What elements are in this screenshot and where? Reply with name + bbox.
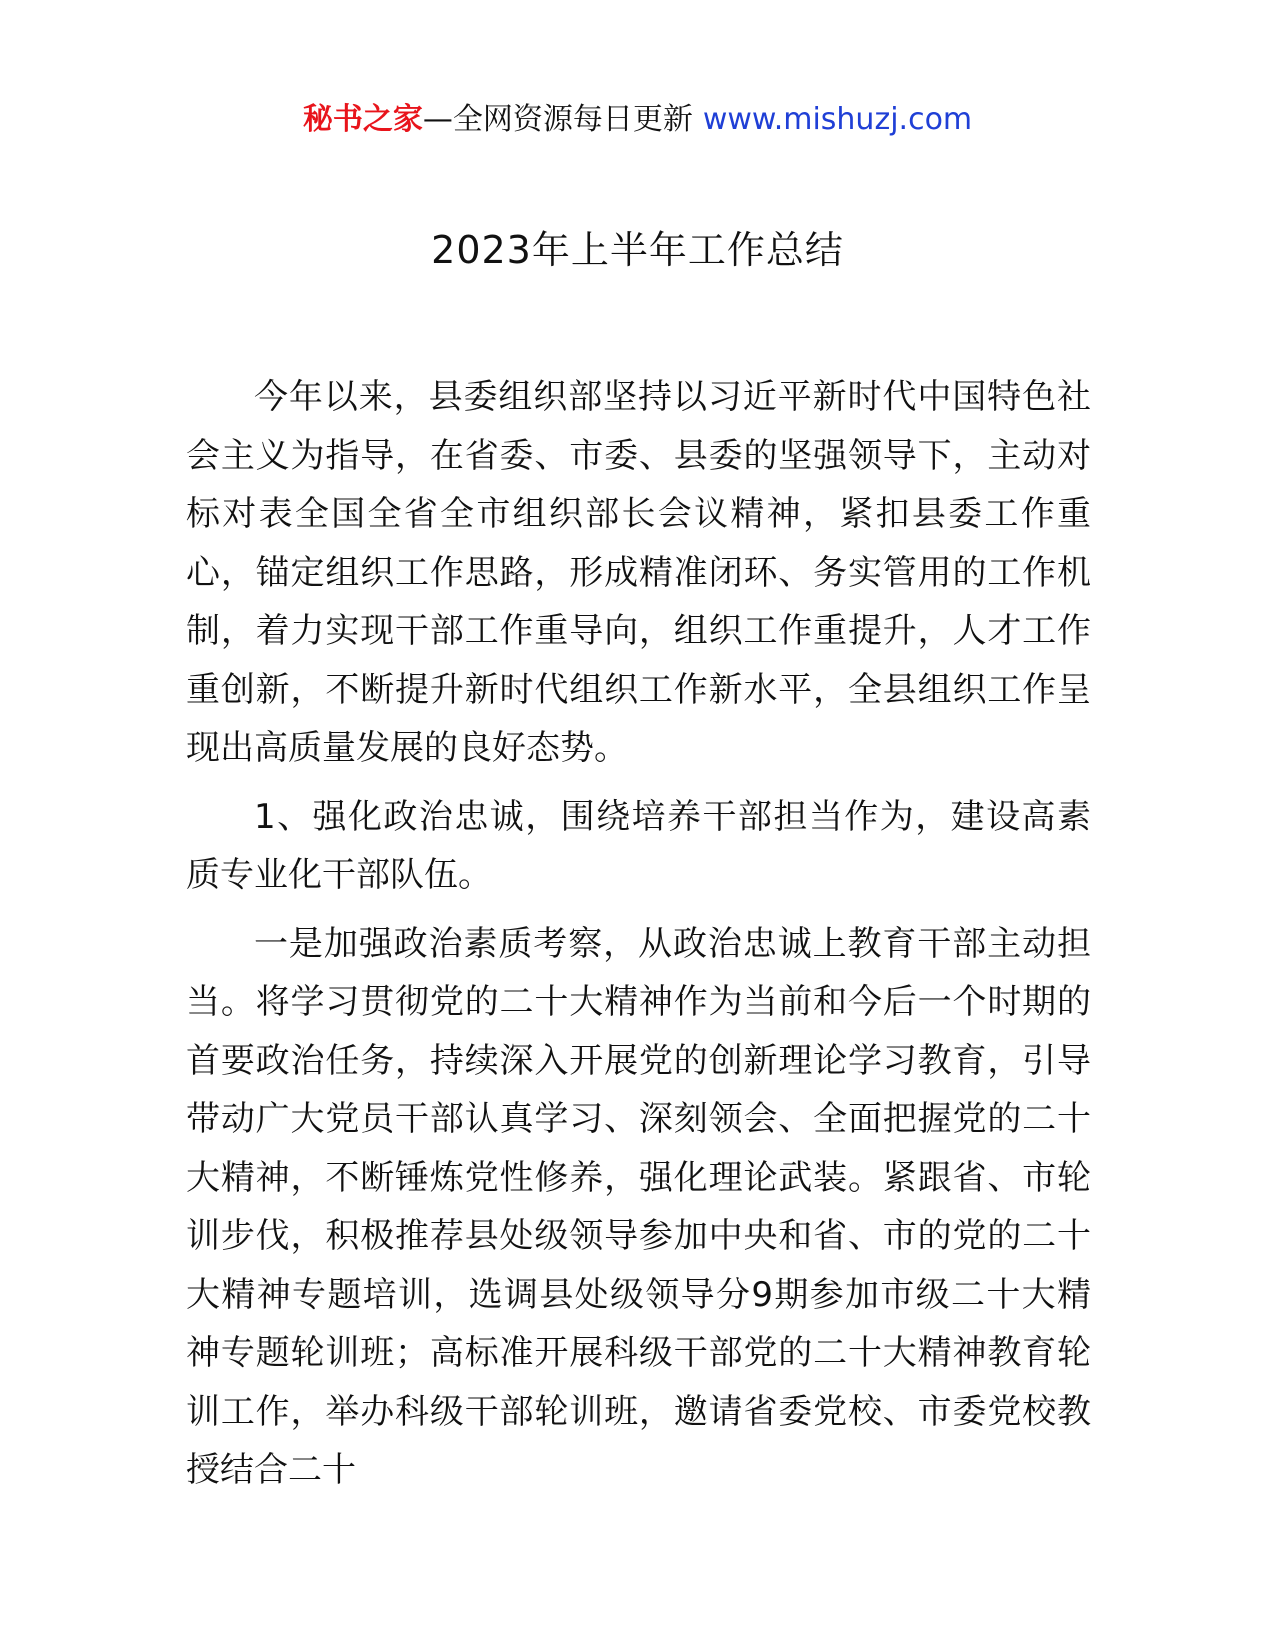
body-paragraph: 一是加强政治素质考察，从政治忠诚上教育干部主动担当。将学习贯彻党的二十大精神作为当前和今后一个时期的首要政治任务，持续深入开展党的创新理论学习教育，引导带动广大党员干部认真学习、深刻领会、全面把握党的二十大精神，不断锤炼党性修养，强化理论武装。紧跟省、市轮训步伐，积极推荐县处级领导参加中央和省、市的党的二十大精神专题培训，选调县处级领导分9期参加市级二十大精神专题轮训班；高标准开展科级干部党的二十大精神教育轮训工作，举办科级干部轮训班，邀请省委党校、市委党校教授结合二十 <box>186 923 1091 1490</box>
site-header <box>0 98 1275 142</box>
site-url-link[interactable]: www.mishuzj.com <box>702 102 973 137</box>
site-tagline: —全网资源每日更新 <box>422 102 693 137</box>
site-brand: 秘书之家 <box>302 102 423 137</box>
document-body <box>186 368 1091 1510</box>
section-heading-1: 1、强化政治忠诚，围绕培养干部担当作为，建设高素质专业化干部队伍。 <box>186 796 1091 895</box>
document-title: 2023年上半年工作总结 <box>431 228 844 272</box>
intro-paragraph: 今年以来，县委组织部坚持以习近平新时代中国特色社会主义为指导，在省委、市委、县委的坚强领导下，主动对标对表全国全省全市组织部长会议精神，紧扣县委工作重心，锚定组织工作思路，形成精准闭环、务实管用的工作机制，着力实现干部工作重导向，组织工作重提升，人才工作重创新，不断提升新时代组织工作新水平，全县组织工作呈现出高质量发展的良好态势。 <box>186 377 1091 768</box>
